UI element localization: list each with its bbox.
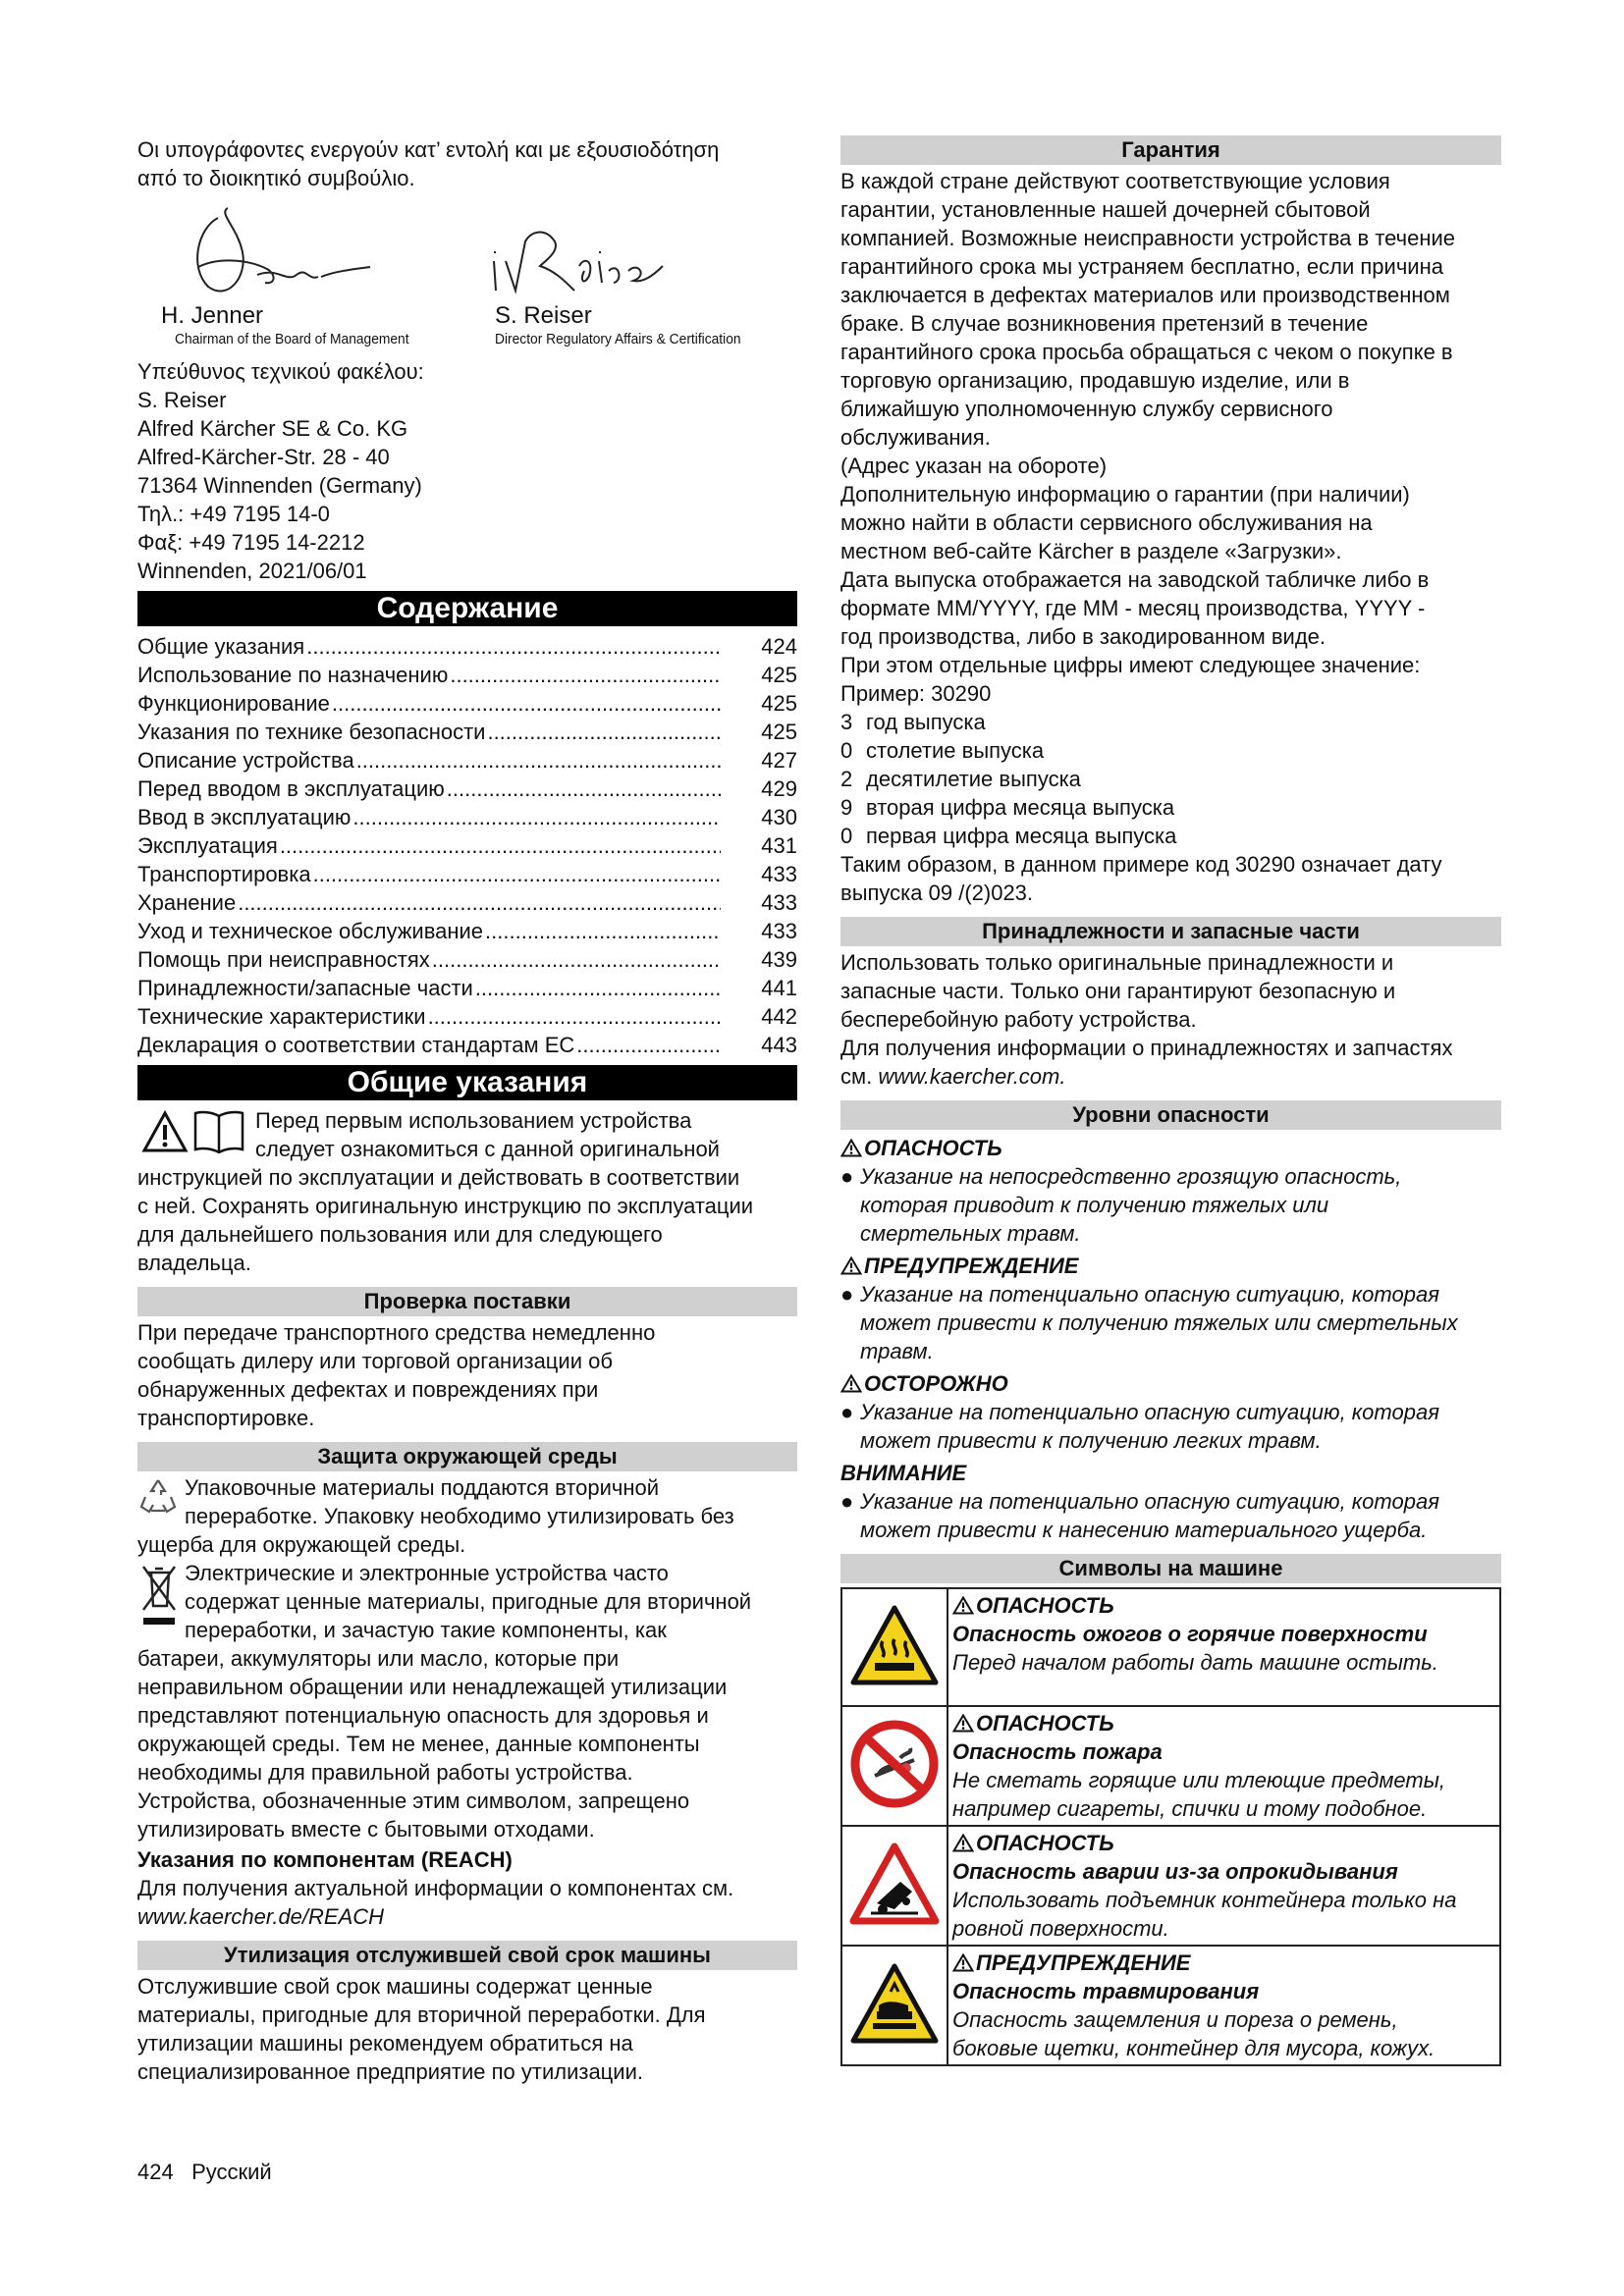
hazard-level-line: [840, 1426, 1501, 1455]
env-line: окружающей среды. Тем не менее, данные компоненты: [137, 1732, 700, 1756]
env-line: Упаковочные материалы поддаются вторичной: [185, 1475, 660, 1500]
address-line: Alfred-Kärcher-Str. 28 - 40: [137, 445, 390, 469]
hazard-level-line: [840, 1487, 1501, 1516]
toc-entry-title: Хранение: [137, 890, 237, 915]
hazard-level-label: ВНИМАНИЕ: [840, 1461, 967, 1485]
page-number: 424: [137, 2160, 174, 2184]
address-line: S. Reiser: [137, 388, 227, 412]
bullet: ●: [840, 1282, 854, 1307]
warranty-line: В каждой стране действуют соответствующие условия: [840, 169, 1390, 193]
hazard-level-text: Указание на непосредственно грозящую опасность,: [860, 1164, 1402, 1189]
hazard-level-text: может привести к получению легких травм.: [860, 1428, 1322, 1453]
symbol-level: [952, 1829, 1495, 1857]
toc-entry-page: 429: [761, 776, 797, 801]
symbols-heading: Символы на машине: [840, 1554, 1501, 1583]
hazard-level-line: [840, 1280, 1501, 1308]
toc-entry-title: Общие указания: [137, 634, 305, 659]
hazard-level-label: ОПАСНОСТЬ: [864, 1136, 1002, 1160]
toc-row[interactable]: [137, 1002, 797, 1031]
warranty-text: [840, 167, 1501, 708]
symbol-text-cell: [947, 1826, 1500, 1946]
toc-row[interactable]: [137, 1031, 797, 1059]
crush-hazard-icon: [849, 1962, 940, 2050]
delivery-line: обнаруженных дефектах и повреждениях при: [137, 1377, 599, 1402]
hazard-level-heading: [840, 1459, 1501, 1487]
reach-heading: Указания по компонентам (REACH): [137, 1847, 513, 1872]
symbol-text-cell: [947, 1946, 1500, 2065]
symbol-row: [841, 1946, 1500, 2065]
toc-leader: [238, 888, 721, 917]
hazard-level-text: может привести к нанесению материального ущерба.: [860, 1518, 1428, 1542]
env-line: Устройства, обозначенные этим символом, запрещено: [137, 1789, 690, 1813]
symbol-image-cell: [841, 1946, 947, 2065]
address-line: Alfred Kärcher SE & Co. KG: [137, 416, 408, 441]
bullet: [840, 1426, 860, 1455]
signer-name: H. Jenner: [161, 302, 264, 329]
signer-name: S. Reiser: [495, 302, 592, 329]
left-column: [137, 135, 797, 2086]
accessories-line: Для получения информации о принадлежностях и запчастях: [840, 1036, 1453, 1060]
toc-entry-title: Принадлежности/запасные части: [137, 976, 473, 1000]
symbol-description: Не сметать горящие или тлеющие предметы,: [952, 1768, 1446, 1792]
toc-entry-page: 427: [761, 748, 797, 773]
toc-row[interactable]: [137, 803, 797, 831]
env-line: Электрические и электронные устройства часто: [185, 1561, 669, 1585]
toc-leader: [280, 831, 721, 860]
toc-leader: [428, 1002, 721, 1031]
env-line: утилизировать вместе с бытовыми отходами.: [137, 1817, 595, 1842]
warranty-line: заключается в дефектах материалов или производственном: [840, 283, 1450, 307]
symbol-description: Опасность защемления и пореза о ремень,: [952, 2007, 1398, 2032]
signature-jenner-icon: [159, 198, 385, 306]
toc-leader: [485, 917, 721, 945]
date-code-summary: Таким образом, в данном примере код 30290 означает дату: [840, 852, 1442, 877]
symbol-text-cell: [947, 1588, 1500, 1706]
warning-triangle-icon: [952, 1829, 976, 1857]
address-line: Φαξ: +49 7195 14-2212: [137, 530, 365, 555]
hazard-levels: [840, 1134, 1501, 1544]
date-code-row: [840, 765, 1501, 793]
hazard-level-heading: [840, 1369, 1501, 1398]
hazard-level-text: может привести к получению тяжелых или смертельных: [860, 1310, 1458, 1335]
symbols-table: [840, 1587, 1501, 2066]
date-code-digit: 0: [840, 824, 853, 848]
signatures: [137, 192, 797, 357]
toc-leader: [450, 661, 721, 689]
hazard-level-text: Указание на потенциально опасную ситуацию, которая: [860, 1282, 1439, 1307]
date-code-digit: 0: [840, 738, 853, 763]
symbol-description: ровной поверхности.: [952, 1916, 1169, 1941]
date-code-row: [840, 793, 1501, 822]
toc-entry-page: 425: [761, 663, 797, 687]
toc-entry-page: 433: [761, 919, 797, 943]
warning-triangle-icon: [952, 1949, 976, 1977]
toc-leader: [447, 774, 721, 803]
warranty-line: (Адрес указан на обороте): [840, 454, 1108, 478]
toc-row[interactable]: [137, 661, 797, 689]
general-line: для дальнейшего пользования или для следующего: [137, 1222, 663, 1247]
bullet: [840, 1308, 860, 1337]
general-line: Перед первым использованием устройства: [255, 1108, 692, 1133]
hazard-level-heading: [840, 1252, 1501, 1280]
toc-row[interactable]: [137, 831, 797, 860]
warranty-line: Дополнительную информацию о гарантии (при наличии): [840, 482, 1410, 507]
general-line: следует ознакомиться с данной оригинальной: [255, 1137, 720, 1161]
symbol-row: [841, 1588, 1500, 1706]
symbol-row: [841, 1706, 1500, 1826]
recycle-note: [137, 1473, 797, 1559]
toc-entry-page: 425: [761, 691, 797, 716]
toc-entry-title: Технические характеристики: [137, 1004, 426, 1029]
toc-entry-page: 425: [761, 720, 797, 744]
warranty-line: обслуживания.: [840, 425, 991, 450]
symbol-text-cell: [947, 1706, 1500, 1826]
toc-entry-page: 439: [761, 947, 797, 972]
toc-entry-title: Транспортировка: [137, 862, 311, 886]
delivery-line: транспортировке.: [137, 1406, 315, 1430]
bullet: ●: [840, 1164, 854, 1189]
disposal-heading: Утилизация отслужившей свой срок машины: [137, 1941, 797, 1970]
date-code-digit: 2: [840, 767, 853, 791]
env-line: содержат ценные материалы, пригодные для вторичной: [185, 1589, 752, 1614]
hazard-level-line: [840, 1398, 1501, 1426]
disposal-line: специализированное предприятие по утилизации.: [137, 2059, 643, 2084]
toc-leader: [332, 689, 721, 718]
symbol-image-cell: [841, 1706, 947, 1826]
toc-entry-title: Использование по назначению: [137, 663, 449, 687]
hazard-level-heading: [840, 1134, 1501, 1162]
address-line: 71364 Winnenden (Germany): [137, 473, 422, 498]
toc-entry-page: 430: [761, 805, 797, 829]
hot-surface-icon: [849, 1604, 940, 1691]
accessories-link-prefix: см.: [840, 1064, 879, 1089]
accessories-link[interactable]: www.kaercher.com.: [878, 1064, 1066, 1089]
toc-entry-title: Помощь при неисправностях: [137, 947, 430, 972]
accessories-heading: Принадлежности и запасные части: [840, 917, 1501, 946]
hazard-level-label: ПРЕДУПРЕЖДЕНИЕ: [864, 1254, 1079, 1278]
weee-note: [137, 1559, 797, 1843]
toc-leader: [475, 974, 721, 1002]
right-column: [840, 135, 1501, 2066]
symbol-heading: Опасность ожогов о горячие поверхности: [952, 1622, 1428, 1646]
signer-role: Chairman of the Board of Management: [175, 331, 409, 347]
accessories-line: запасные части. Только они гарантируют безопасную и: [840, 979, 1396, 1003]
env-line: необходимы для правильной работы устройства.: [137, 1760, 633, 1785]
toc-entry-page: 431: [761, 833, 797, 858]
toc-entry-page: 443: [761, 1033, 797, 1057]
manual-book-icon: [192, 1108, 245, 1153]
symbol-image-cell: [841, 1826, 947, 1946]
symbol-description: Использовать подъемник контейнера только на: [952, 1888, 1457, 1912]
symbol-level-label: ОПАСНОСТЬ: [976, 1711, 1114, 1735]
symbol-level-label: ОПАСНОСТЬ: [976, 1831, 1114, 1855]
toc-entry-title: Перед вводом в эксплуатацию: [137, 776, 445, 801]
toc-leader: [352, 803, 721, 831]
toc-leader: [576, 1031, 721, 1059]
hazard-level-text: Указание на потенциально опасную ситуацию, которая: [860, 1489, 1439, 1514]
toc-leader: [432, 945, 721, 974]
warranty-line: гарантийного срока мы устраняем бесплатно, если причина: [840, 254, 1443, 279]
toc-heading: Содержание: [137, 591, 797, 626]
hazard-level-line: [840, 1162, 1501, 1191]
warranty-line: браке. В случае возникновения претензий в течение: [840, 311, 1369, 336]
warning-triangle-icon: [952, 1709, 976, 1737]
toc-entry-page: 441: [761, 976, 797, 1000]
symbol-level-label: ПРЕДУПРЕЖДЕНИЕ: [976, 1950, 1191, 1975]
bullet: ●: [840, 1400, 854, 1424]
environment-heading: Защита окружающей среды: [137, 1442, 797, 1471]
toc-row[interactable]: [137, 974, 797, 1002]
disposal-line: утилизации машины рекомендуем обратиться на: [137, 2031, 633, 2056]
toc-entry-title: Описание устройства: [137, 748, 354, 773]
env-line: переработки, и зачастую такие компоненты, как: [185, 1618, 667, 1642]
toc-entry-page: 433: [761, 890, 797, 915]
symbol-description: боковые щетки, контейнер для мусора, кожух.: [952, 2036, 1435, 2060]
symbol-level: [952, 1949, 1495, 1977]
disposal-line: материалы, пригодные для вторичной переработки. Для: [137, 2002, 706, 2027]
symbol-level: [952, 1709, 1495, 1737]
toc-entry-page: 424: [761, 634, 797, 659]
warranty-line: гарантийного срока просьба обращаться с чеком о покупке в: [840, 340, 1453, 364]
warning-triangle-icon: [840, 1252, 864, 1280]
date-code-summary: выпуска 09 /(2)023.: [840, 881, 1034, 905]
toc-leader: [313, 860, 721, 888]
date-code-digit: 3: [840, 710, 853, 734]
symbol-level: [952, 1591, 1495, 1620]
address-block: [137, 357, 797, 585]
toc-entry-page: 433: [761, 862, 797, 886]
toc-row[interactable]: [137, 746, 797, 774]
toc-row[interactable]: [137, 718, 797, 746]
hazard-level-text: травм.: [860, 1339, 934, 1363]
symbol-image-cell: [841, 1588, 947, 1706]
date-code-row: [840, 736, 1501, 765]
symbol-heading: Опасность пожара: [952, 1739, 1163, 1764]
toc-entry-title: Функционирование: [137, 691, 330, 716]
hazard-level-text: смертельных травм.: [860, 1221, 1081, 1246]
toc-entry-title: Эксплуатация: [137, 833, 278, 858]
warranty-line: торговую организацию, продавшую изделие, или в: [840, 368, 1350, 393]
symbol-description: Перед началом работы дать машине остыть.: [952, 1650, 1438, 1675]
toc-leader: [306, 632, 721, 661]
warranty-line: ближайшую уполномоченную службу сервисного: [840, 397, 1333, 421]
hazard-level-line: [840, 1191, 1501, 1219]
warranty-line: год производства, либо в закодированном виде.: [840, 624, 1326, 649]
hazard-level-line: [840, 1516, 1501, 1544]
signature-reiser: [495, 302, 762, 349]
toc-row[interactable]: [137, 945, 797, 974]
toc-row[interactable]: [137, 917, 797, 945]
footer-language: Русский: [191, 2160, 272, 2184]
bullet: [840, 1219, 860, 1248]
accessories-line: бесперебойную работу устройства.: [840, 1007, 1197, 1032]
accessories-line: [840, 1062, 1501, 1091]
toc-row[interactable]: [137, 888, 797, 917]
crossed-bin-icon: [139, 1563, 179, 1628]
greek-intro-line: από το διοικητικό συμβούλιο.: [137, 166, 415, 190]
hazard-level-label: ОСТОРОЖНО: [864, 1371, 1008, 1396]
toc-row[interactable]: [137, 774, 797, 803]
delivery-heading: Проверка поставки: [137, 1287, 797, 1316]
env-line: батареи, аккумуляторы или масло, которые при: [137, 1646, 620, 1671]
toc-entry-title: Ввод в эксплуатацию: [137, 805, 352, 829]
date-code-list: [840, 708, 1501, 850]
bullet: [840, 1191, 860, 1219]
signature-reiser-icon: [486, 222, 682, 300]
general-line: владельца.: [137, 1251, 251, 1275]
env-line: переработке. Упаковку необходимо утилизировать без: [185, 1504, 734, 1528]
warranty-line: формате MM/YYYY, где MM - месяц производства, YYYY -: [840, 596, 1426, 620]
symbol-level-label: ОПАСНОСТЬ: [976, 1593, 1114, 1618]
table-of-contents: [137, 632, 797, 1059]
symbol-heading: Опасность аварии из-за опрокидывания: [952, 1859, 1398, 1884]
symbol-description: например сигареты, спички и тому подобное.: [952, 1796, 1428, 1821]
toc-row[interactable]: [137, 632, 797, 661]
warranty-heading: Гарантия: [840, 135, 1501, 165]
warranty-line: можно найти в области сервисного обслуживания на: [840, 510, 1373, 535]
toc-entry-title: Декларация о соответствии стандартам ЕС: [137, 1033, 575, 1057]
hazard-levels-heading: Уровни опасности: [840, 1100, 1501, 1130]
hazard-level-text: Указание на потенциально опасную ситуацию, которая: [860, 1400, 1439, 1424]
toc-row[interactable]: [137, 860, 797, 888]
date-code-meaning: первая цифра месяца выпуска: [866, 824, 1177, 848]
date-code-digit: 9: [840, 795, 853, 820]
delivery-line: При передаче транспортного средства немедленно: [137, 1320, 656, 1345]
warning-triangle-icon: [840, 1134, 864, 1162]
signature-jenner: [161, 302, 429, 349]
toc-leader: [487, 718, 721, 746]
general-line: с ней. Сохранять оригинальную инструкцию по эксплуатации: [137, 1194, 754, 1218]
env-line: представляют потенциальную опасность для здоровья и: [137, 1703, 709, 1728]
tipping-hazard-icon: [849, 1842, 940, 1930]
general-heading: Общие указания: [137, 1065, 797, 1100]
recycle-icon: [137, 1475, 179, 1517]
toc-entry-title: Указания по технике безопасности: [137, 720, 486, 744]
date-code-meaning: столетие выпуска: [866, 738, 1045, 763]
general-notes: [137, 1106, 797, 1277]
warning-triangle-icon: [952, 1591, 976, 1620]
symbol-row: [841, 1826, 1500, 1946]
bullet: [840, 1337, 860, 1365]
date-code-row: [840, 822, 1501, 850]
env-line: ущерба для окружающей среды.: [137, 1532, 466, 1557]
hazard-level-text: которая приводит к получению тяжелых или: [860, 1193, 1329, 1217]
warranty-line: гарантии, установленные нашей дочерней сбытовой: [840, 197, 1371, 222]
address-line: Winnenden, 2021/06/01: [137, 559, 367, 583]
date-code-row: [840, 708, 1501, 736]
toc-row[interactable]: [137, 689, 797, 718]
page-footer: [137, 2158, 272, 2186]
date-code-meaning: вторая цифра месяца выпуска: [866, 795, 1175, 820]
warranty-line: местном веб-сайте Kärcher в разделе «Загрузки».: [840, 539, 1342, 563]
env-line: неправильном обращении или ненадлежащей утилизации: [137, 1675, 728, 1699]
warranty-line: компанией. Возможные неисправности устройства в течение: [840, 226, 1456, 250]
general-line: инструкцией по эксплуатации и действовать в соответствии: [137, 1165, 740, 1190]
toc-entry-page: 442: [761, 1004, 797, 1029]
hazard-level-line: [840, 1337, 1501, 1365]
warranty-line: При этом отдельные цифры имеют следующее значение:: [840, 653, 1421, 677]
warning-triangle-icon: [141, 1110, 189, 1153]
accessories-line: Использовать только оригинальные принадлежности и: [840, 950, 1394, 975]
reach-line: Для получения актуальной информации о компонентах см.: [137, 1876, 734, 1900]
hazard-level-line: [840, 1308, 1501, 1337]
greek-intro-line: Οι υπογράφοντες ενεργούν κατ’ εντολή και με εξουσιοδότηση: [137, 137, 720, 162]
toc-leader: [356, 746, 721, 774]
signer-role: Director Regulatory Affairs & Certification: [495, 331, 741, 347]
address-line: Τηλ.: +49 7195 14-0: [137, 502, 330, 526]
warning-triangle-icon: [840, 1369, 864, 1398]
warranty-line: Дата выпуска отображается на заводской табличке либо в: [840, 567, 1430, 592]
toc-entry-title: Уход и техническое обслуживание: [137, 919, 484, 943]
fire-hazard-icon: [849, 1719, 940, 1814]
address-line: Υπεύθυνος τεχνικού φακέλου:: [137, 359, 424, 384]
date-code-meaning: год выпуска: [866, 710, 986, 734]
bullet: ●: [840, 1489, 854, 1514]
delivery-line: сообщать дилеру или торговой организации об: [137, 1349, 613, 1373]
disposal-line: Отслужившие свой срок машины содержат ценные: [137, 1974, 653, 1999]
hazard-level-line: [840, 1219, 1501, 1248]
symbol-heading: Опасность травмирования: [952, 1979, 1260, 2003]
warranty-line: Пример: 30290: [840, 681, 992, 706]
bullet: [840, 1516, 860, 1544]
reach-link[interactable]: www.kaercher.de/REACH: [137, 1904, 385, 1929]
date-code-meaning: десятилетие выпуска: [866, 767, 1081, 791]
